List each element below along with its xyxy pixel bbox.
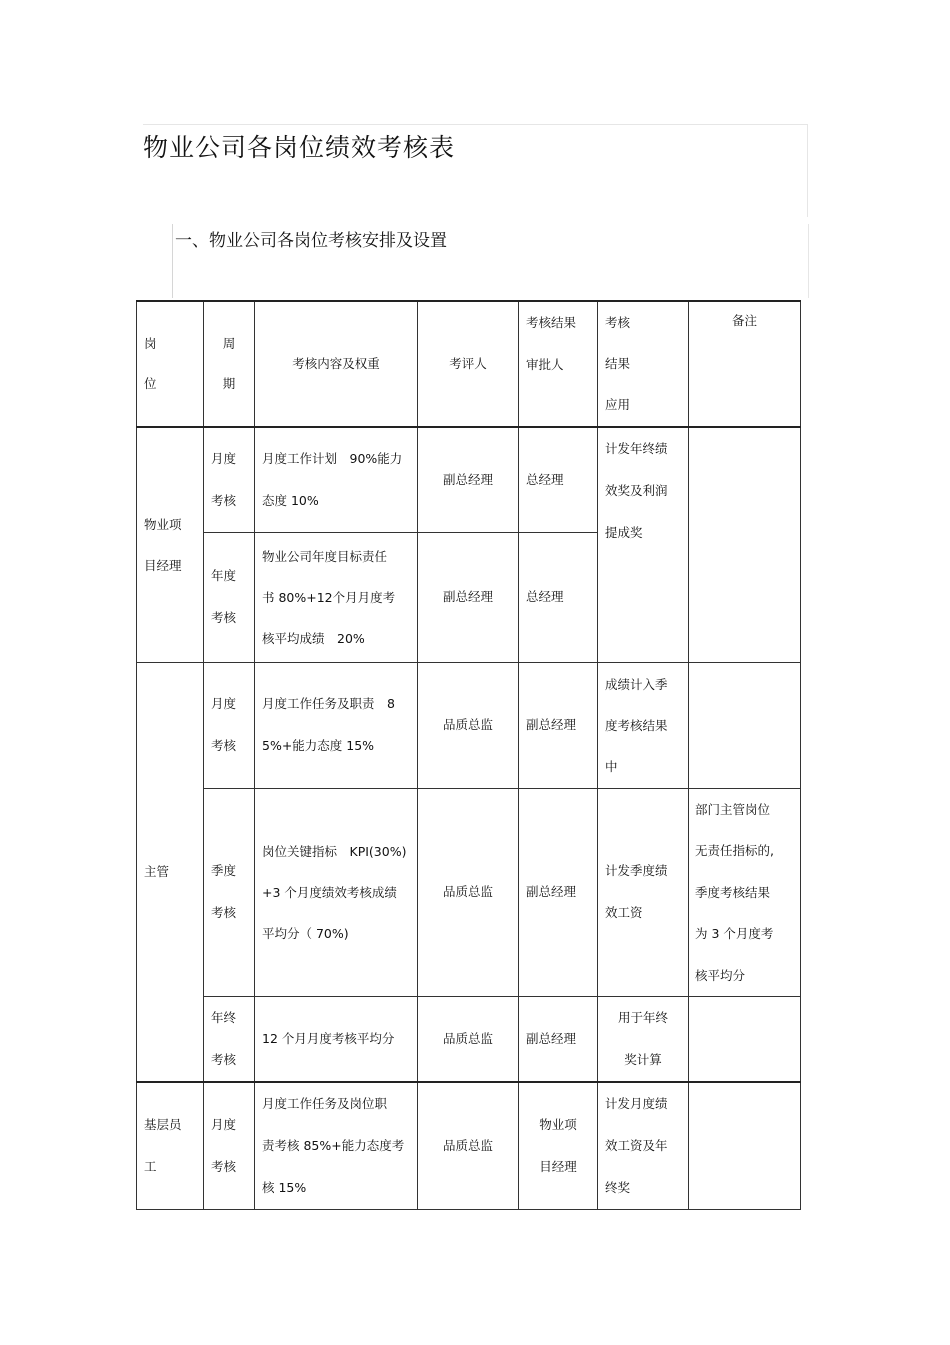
document-title: 物业公司各岗位绩效考核表 — [143, 133, 456, 162]
cell-period: 月度 考核 — [204, 427, 255, 532]
header-remarks: 备注 — [689, 301, 801, 427]
table-row — [137, 427, 801, 532]
cell-remarks — [689, 997, 801, 1083]
section-box — [172, 224, 809, 298]
cell-content: 12 个月月度考核平均分 — [255, 997, 418, 1083]
cell-application: 成绩计入季 度考核结果 中 — [598, 662, 689, 788]
cell-evaluator: 品质总监 — [418, 997, 519, 1083]
cell-approver: 总经理 — [519, 532, 598, 662]
cell-content: 物业公司年度目标责任 书 80%+12个月月度考 核平均成绩 20% — [255, 532, 418, 662]
cell-position: 物业项 目经理 — [137, 427, 204, 662]
cell-period: 季度 考核 — [204, 788, 255, 997]
cell-approver: 物业项 目经理 — [519, 1082, 598, 1210]
cell-approver: 副总经理 — [519, 997, 598, 1083]
header-row — [137, 301, 801, 427]
cell-remarks — [689, 662, 801, 788]
cell-content: 月度工作任务及职责 8 5%+能力态度 15% — [255, 662, 418, 788]
cell-period: 年度 考核 — [204, 532, 255, 662]
table-row — [137, 788, 801, 997]
table-row — [137, 997, 801, 1083]
cell-position: 主管 — [137, 662, 204, 1082]
assessment-table — [136, 300, 801, 1210]
cell-period: 月度 考核 — [204, 1082, 255, 1210]
cell-approver: 副总经理 — [519, 662, 598, 788]
cell-application: 计发月度绩 效工资及年 终奖 — [598, 1082, 689, 1210]
cell-approver: 副总经理 — [519, 788, 598, 997]
cell-evaluator: 品质总监 — [418, 1082, 519, 1210]
cell-approver: 总经理 — [519, 427, 598, 532]
cell-content: 月度工作计划 90%能力 态度 10% — [255, 427, 418, 532]
header-position: 岗 位 — [137, 301, 204, 427]
cell-content: 岗位关键指标 KPI(30%) +3 个月度绩效考核成绩 平均分（ 70%) — [255, 788, 418, 997]
section-title: 一、物业公司各岗位考核安排及设置 — [175, 231, 447, 251]
header-application: 考核 结果 应用 — [598, 301, 689, 427]
header-approver: 考核结果 审批人 — [519, 301, 598, 427]
cell-application: 用于年终 奖计算 — [598, 997, 689, 1083]
cell-position: 基层员 工 — [137, 1082, 204, 1210]
cell-period: 年终 考核 — [204, 997, 255, 1083]
header-period: 周 期 — [204, 301, 255, 427]
header-evaluator: 考评人 — [418, 301, 519, 427]
table-row — [137, 662, 801, 788]
cell-application: 计发年终绩 效奖及利润 提成奖 — [598, 427, 689, 662]
cell-remarks — [689, 1082, 801, 1210]
title-box — [143, 124, 808, 217]
cell-application: 计发季度绩 效工资 — [598, 788, 689, 997]
cell-evaluator: 副总经理 — [418, 427, 519, 532]
cell-period: 月度 考核 — [204, 662, 255, 788]
table-row — [137, 1082, 801, 1210]
cell-content: 月度工作任务及岗位职 责考核 85%+能力态度考 核 15% — [255, 1082, 418, 1210]
cell-evaluator: 品质总监 — [418, 662, 519, 788]
header-content: 考核内容及权重 — [255, 301, 418, 427]
cell-evaluator: 品质总监 — [418, 788, 519, 997]
cell-evaluator: 副总经理 — [418, 532, 519, 662]
cell-remarks: 部门主管岗位 无责任指标的, 季度考核结果 为 3 个月度考 核平均分 — [689, 788, 801, 997]
cell-remarks — [689, 427, 801, 662]
